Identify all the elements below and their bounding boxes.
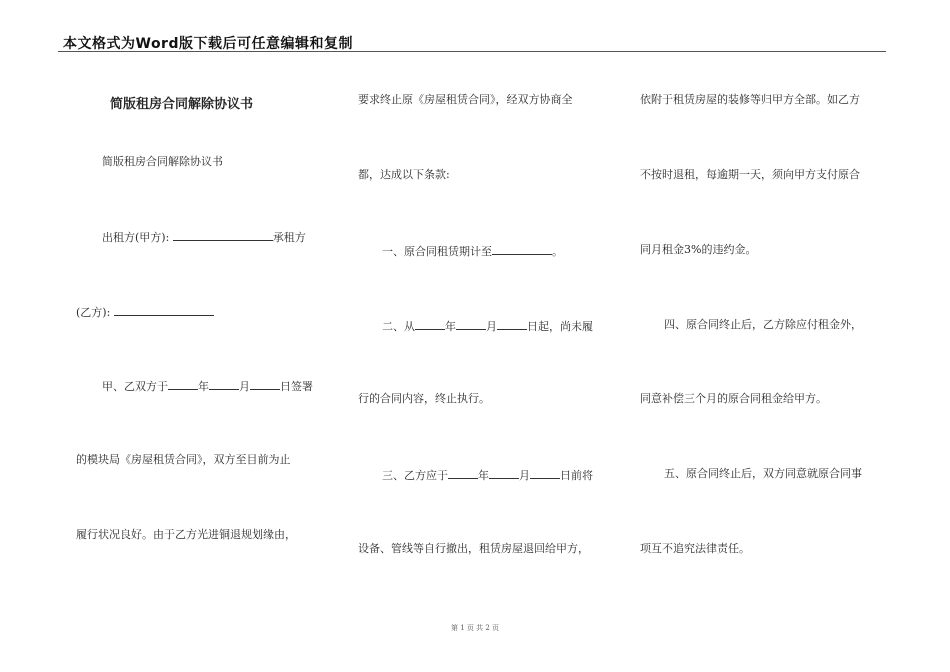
month-label: 月 — [519, 469, 530, 482]
header-divider — [58, 51, 886, 52]
month-label: 月 — [486, 320, 497, 333]
paragraph-line: 同月租金3%的违约金。 — [640, 243, 757, 256]
lessee-label-a: 承租方 — [272, 231, 306, 244]
page-number: 第 1 页 共 2 页 — [450, 624, 500, 632]
day-blank — [530, 467, 560, 479]
paragraph-line: 行的合同内容，终止执行。 — [358, 392, 490, 405]
clause-3-prefix: 三、乙方应于 — [382, 469, 448, 482]
lease-end-blank — [492, 243, 552, 255]
signing-date-suffix: 日签署 — [280, 380, 313, 393]
year-blank — [448, 467, 478, 479]
paragraph-line: 设备、管线等自行撤出，租赁房屋退回给甲方， — [358, 542, 589, 555]
lessor-name-blank — [173, 229, 273, 241]
clause-2 — [382, 318, 593, 334]
month-blank — [489, 467, 519, 479]
paragraph-line: 不按时退租，每逾期一天，须向甲方支付原合 — [640, 168, 860, 181]
paragraph-line: 依附于租赁房屋的装修等归甲方全部。如乙方 — [640, 93, 860, 106]
month-label: 月 — [239, 380, 250, 393]
day-blank — [250, 378, 280, 390]
paragraph-line: 都，达成以下条款: — [358, 168, 450, 181]
lessee-line — [76, 304, 214, 320]
lessee-label-b: (乙方): — [76, 306, 111, 319]
download-notice-banner: 本文格式为Word版下载后可任意编辑和复制 — [63, 36, 353, 52]
document-title: 简版租房合同解除协议书 — [110, 97, 254, 112]
clause-1-end: 。 — [552, 245, 563, 258]
document-subtitle: 简版租房合同解除协议书 — [102, 155, 223, 168]
clause-2-prefix: 二、从 — [382, 320, 415, 333]
year-label: 年 — [445, 320, 456, 333]
signing-date-prefix: 甲、乙双方于 — [102, 380, 168, 393]
lessor-label: 出租方(甲方): — [102, 231, 170, 244]
day-blank — [497, 318, 527, 330]
year-label: 年 — [478, 469, 489, 482]
paragraph-line: 的模块局《房屋租赁合同》，双方至目前为止 — [76, 453, 291, 466]
clause-4: 四、原合同终止后，乙方除应付租金外， — [664, 318, 862, 331]
lessor-line — [102, 229, 306, 245]
signing-date-line — [102, 378, 313, 394]
lessee-name-blank — [114, 304, 214, 316]
clause-1 — [382, 243, 563, 259]
year-blank — [168, 378, 198, 390]
year-label: 年 — [198, 380, 209, 393]
paragraph-line: 要求终止原《房屋租赁合同》，经双方协商全 — [358, 93, 573, 106]
clause-3-suffix: 日前将 — [560, 469, 593, 482]
paragraph-line: 项互不追究法律责任。 — [640, 542, 750, 555]
clause-5: 五、原合同终止后，双方同意就原合同事 — [664, 467, 862, 480]
clause-3 — [382, 467, 593, 483]
month-blank — [456, 318, 486, 330]
month-blank — [209, 378, 239, 390]
clause-1-text: 一、原合同租赁期计至 — [382, 245, 492, 258]
paragraph-line: 同意补偿三个月的原合同租金给甲方。 — [640, 392, 827, 405]
clause-2-suffix: 日起，尚未履 — [527, 320, 593, 333]
year-blank — [415, 318, 445, 330]
paragraph-line: 履行状况良好。由于乙方光进铜退规划缘由， — [76, 528, 296, 541]
